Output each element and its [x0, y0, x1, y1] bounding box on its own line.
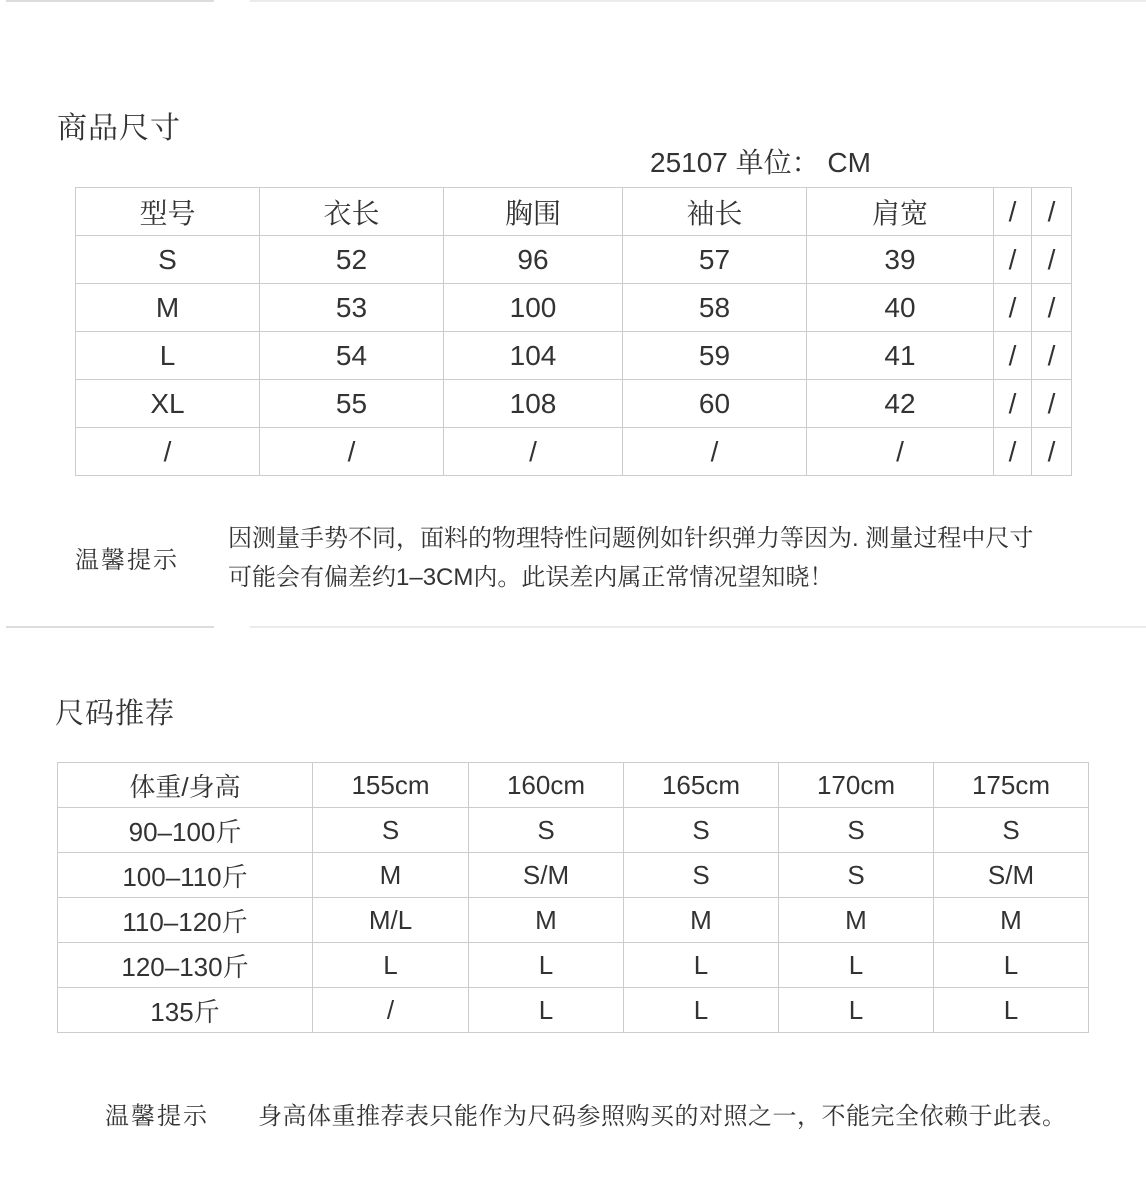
column-header: 155cm: [313, 763, 469, 808]
table-cell: /: [994, 284, 1032, 332]
table-cell: S: [624, 853, 779, 898]
table-cell: M: [624, 898, 779, 943]
table-cell: /: [994, 428, 1032, 476]
column-header: 肩宽: [807, 188, 994, 236]
table-cell: 96: [444, 236, 623, 284]
table-cell: S: [313, 808, 469, 853]
table-cell: /: [1032, 428, 1072, 476]
product-size-section-title: 商品尺寸: [57, 112, 181, 145]
table-cell: M/L: [313, 898, 469, 943]
table-cell: S/M: [934, 853, 1089, 898]
table-cell: M: [313, 853, 469, 898]
table-row: [76, 284, 1072, 332]
table-cell: M: [469, 898, 624, 943]
table-cell: 41: [807, 332, 994, 380]
table-cell: /: [313, 988, 469, 1033]
table-cell: 104: [444, 332, 623, 380]
column-header: 175cm: [934, 763, 1089, 808]
table-cell: L: [313, 943, 469, 988]
table-cell: S: [469, 808, 624, 853]
recommend-tip-text: 身高体重推荐表只能作为尺码参照购买的对照之一，不能完全依赖于此表。: [258, 1103, 1067, 1130]
table-row: [58, 808, 1089, 853]
table-cell: XL: [76, 380, 260, 428]
table-row: [76, 236, 1072, 284]
section-divider-right: [250, 626, 1146, 628]
table-cell: /: [994, 380, 1032, 428]
table-row: [58, 898, 1089, 943]
table-cell: L: [934, 988, 1089, 1033]
column-header: 170cm: [779, 763, 934, 808]
table-cell: 58: [623, 284, 807, 332]
table-cell: /: [1032, 332, 1072, 380]
table-row: [76, 428, 1072, 476]
table-cell: S/M: [469, 853, 624, 898]
table-cell: /: [994, 236, 1032, 284]
column-header: 袖长: [623, 188, 807, 236]
size-recommend-table: [57, 762, 1089, 1033]
section-divider-left: [6, 626, 214, 628]
table-cell: S: [779, 853, 934, 898]
column-header: /: [1032, 188, 1072, 236]
table-cell: 52: [260, 236, 444, 284]
table-cell: L: [624, 988, 779, 1033]
table-cell: /: [1032, 236, 1072, 284]
table-header-row: [58, 763, 1089, 808]
product-code-and-unit-label: 25107 单位： CM: [650, 147, 871, 178]
table-cell: 53: [260, 284, 444, 332]
table-cell: S: [76, 236, 260, 284]
table-cell: /: [444, 428, 623, 476]
table-cell: L: [779, 988, 934, 1033]
table-cell: 40: [807, 284, 994, 332]
table-cell: L: [469, 988, 624, 1033]
table-cell: /: [1032, 284, 1072, 332]
table-cell: /: [623, 428, 807, 476]
product-size-table: [75, 187, 1072, 476]
column-header: 160cm: [469, 763, 624, 808]
column-header: 胸围: [444, 188, 623, 236]
size-tip-text: 因测量手势不同，面料的物理特性问题例如针织弹力等因为. 测量过程中尺寸可能会有偏差约1–3CM内。此误差内属正常情况望知晓！: [228, 525, 1034, 591]
table-cell: 108: [444, 380, 623, 428]
table-cell: 54: [260, 332, 444, 380]
table-cell: 120–130斤: [58, 943, 313, 988]
table-cell: S: [624, 808, 779, 853]
table-cell: L: [469, 943, 624, 988]
table-cell: M: [779, 898, 934, 943]
table-row: [76, 332, 1072, 380]
table-cell: 57: [623, 236, 807, 284]
table-cell: /: [807, 428, 994, 476]
column-header: 衣长: [260, 188, 444, 236]
table-cell: 55: [260, 380, 444, 428]
table-cell: 110–120斤: [58, 898, 313, 943]
size-tip-label: 温馨提示: [75, 547, 179, 574]
table-cell: 60: [623, 380, 807, 428]
table-cell: /: [260, 428, 444, 476]
column-header: /: [994, 188, 1032, 236]
recommend-tip-row: [105, 1096, 1067, 1131]
table-cell: 39: [807, 236, 994, 284]
table-cell: 135斤: [58, 988, 313, 1033]
recommend-tip-label: 温馨提示: [105, 1103, 209, 1130]
table-header-row: [76, 188, 1072, 236]
top-edge-divider-right: [250, 0, 1146, 2]
table-cell: S: [934, 808, 1089, 853]
table-row: [58, 853, 1089, 898]
table-cell: /: [76, 428, 260, 476]
table-cell: 100: [444, 284, 623, 332]
table-cell: M: [76, 284, 260, 332]
top-edge-divider-left: [6, 0, 214, 2]
table-cell: M: [934, 898, 1089, 943]
table-cell: L: [779, 943, 934, 988]
table-cell: 100–110斤: [58, 853, 313, 898]
table-row: [58, 988, 1089, 1033]
column-header: 165cm: [624, 763, 779, 808]
column-header: 型号: [76, 188, 260, 236]
table-cell: L: [934, 943, 1089, 988]
table-cell: L: [624, 943, 779, 988]
table-cell: S: [779, 808, 934, 853]
table-cell: 42: [807, 380, 994, 428]
column-header: 体重/身高: [58, 763, 313, 808]
table-cell: /: [1032, 380, 1072, 428]
table-cell: 59: [623, 332, 807, 380]
table-row: [76, 380, 1072, 428]
size-recommend-section-title: 尺码推荐: [55, 698, 176, 730]
table-cell: /: [994, 332, 1032, 380]
table-row: [58, 943, 1089, 988]
table-cell: L: [76, 332, 260, 380]
table-cell: 90–100斤: [58, 808, 313, 853]
